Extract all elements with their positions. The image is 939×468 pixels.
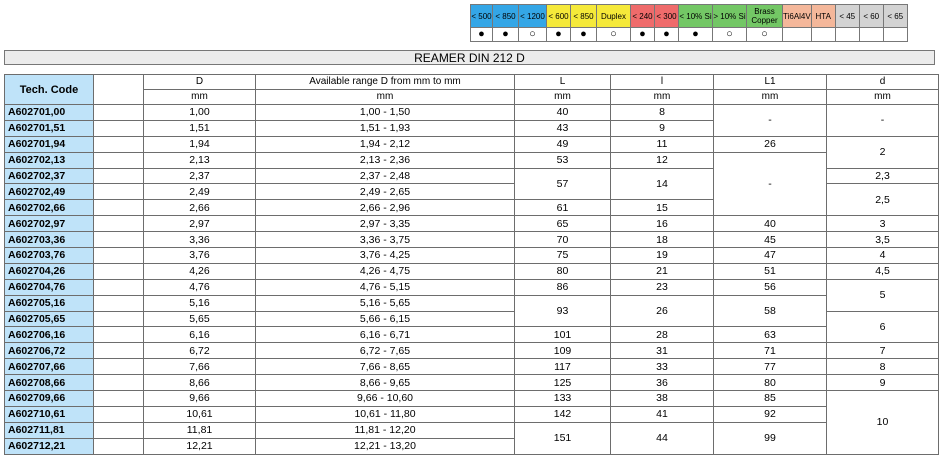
tech-code-cell: A602702,97	[5, 216, 94, 232]
range-cell: 1,94 - 2,12	[256, 136, 515, 152]
table-title: REAMER DIN 212 D	[4, 50, 935, 65]
legend-label: < 10% Si	[679, 5, 713, 28]
blank-cell	[94, 216, 144, 232]
cutting-length-cell: 19	[611, 248, 714, 264]
tech-code-cell: A602710,61	[5, 406, 94, 422]
legend-label: Brass Copper	[747, 5, 783, 28]
cutting-length-cell: 8	[611, 105, 714, 121]
l1-cell: -	[714, 105, 827, 137]
range-cell: 2,97 - 3,35	[256, 216, 515, 232]
tech-code-cell: A602708,66	[5, 375, 94, 391]
diameter-cell: 11,81	[144, 422, 256, 438]
range-cell: 12,21 - 13,20	[256, 438, 515, 454]
blank-cell	[94, 327, 144, 343]
range-cell: 3,36 - 3,75	[256, 232, 515, 248]
legend-label: < 600	[547, 5, 571, 28]
shank-diameter-cell: 10	[827, 391, 939, 455]
l1-cell: 99	[714, 422, 827, 454]
blank-cell	[94, 168, 144, 184]
diameter-cell: 1,00	[144, 105, 256, 121]
cutting-length-cell: 21	[611, 263, 714, 279]
range-cell: 11,81 - 12,20	[256, 422, 515, 438]
l1-cell: 26	[714, 136, 827, 152]
total-length-cell: 93	[515, 295, 611, 327]
total-length-cell: 65	[515, 216, 611, 232]
legend-label: < 65	[883, 5, 907, 28]
diameter-cell: 8,66	[144, 375, 256, 391]
legend-label: < 1200	[519, 5, 547, 28]
unit-l1: mm	[714, 90, 827, 105]
shank-diameter-cell: 4,5	[827, 263, 939, 279]
blank-cell	[94, 136, 144, 152]
diameter-cell: 1,51	[144, 120, 256, 136]
cutting-length-cell: 38	[611, 391, 714, 407]
shank-diameter-cell: -	[827, 105, 939, 137]
l1-cell: 47	[714, 248, 827, 264]
total-length-cell: 49	[515, 136, 611, 152]
l1-cell: 63	[714, 327, 827, 343]
tech-code-cell: A602706,72	[5, 343, 94, 359]
diameter-cell: 2,37	[144, 168, 256, 184]
unit-range: mm	[256, 90, 515, 105]
tech-code-cell: A602712,21	[5, 438, 94, 454]
total-length-cell: 86	[515, 279, 611, 295]
legend-symbol	[883, 28, 907, 42]
blank-cell	[94, 422, 144, 438]
legend-label: Ti6Al4V	[783, 5, 812, 28]
blank-cell	[94, 311, 144, 327]
unit-d-shank: mm	[827, 90, 939, 105]
total-length-cell: 80	[515, 263, 611, 279]
shank-diameter-cell: 8	[827, 359, 939, 375]
tech-code-cell: A602702,13	[5, 152, 94, 168]
table-row	[5, 327, 939, 343]
table-row	[5, 152, 939, 168]
legend-label: < 60	[859, 5, 883, 28]
blank-cell	[94, 263, 144, 279]
cutting-length-cell: 15	[611, 200, 714, 216]
blank-cell	[94, 120, 144, 136]
cutting-length-cell: 18	[611, 232, 714, 248]
total-length-cell: 133	[515, 391, 611, 407]
cutting-length-cell: 11	[611, 136, 714, 152]
total-length-cell: 75	[515, 248, 611, 264]
tech-code-cell: A602701,51	[5, 120, 94, 136]
shank-diameter-cell: 4	[827, 248, 939, 264]
l1-cell: -	[714, 152, 827, 216]
table-row	[5, 279, 939, 295]
cutting-length-cell: 26	[611, 295, 714, 327]
header-l-cutting: l	[611, 75, 714, 90]
tech-code-cell: A602706,16	[5, 327, 94, 343]
legend-symbol: ○	[747, 28, 783, 42]
legend-symbol: ●	[571, 28, 597, 42]
diameter-cell: 2,13	[144, 152, 256, 168]
shank-diameter-cell: 3,5	[827, 232, 939, 248]
range-cell: 2,66 - 2,96	[256, 200, 515, 216]
material-legend	[470, 4, 908, 42]
shank-diameter-cell: 2,3	[827, 168, 939, 184]
cutting-length-cell: 36	[611, 375, 714, 391]
header-range: Available range D from mm to mm	[256, 75, 515, 90]
tech-code-cell: A602701,00	[5, 105, 94, 121]
tech-code-cell: A602703,76	[5, 248, 94, 264]
diameter-cell: 2,49	[144, 184, 256, 200]
header-l-total: L	[515, 75, 611, 90]
cutting-length-cell: 33	[611, 359, 714, 375]
diameter-cell: 2,66	[144, 200, 256, 216]
table-row	[5, 406, 939, 422]
tech-code-cell: A602705,16	[5, 295, 94, 311]
header-tech-code: Tech. Code	[5, 75, 94, 105]
total-length-cell: 57	[515, 168, 611, 200]
total-length-cell: 70	[515, 232, 611, 248]
legend-label: > 10% Si	[713, 5, 747, 28]
unit-l-cutting: mm	[611, 90, 714, 105]
reamer-table	[4, 74, 939, 455]
range-cell: 2,49 - 2,65	[256, 184, 515, 200]
legend-symbol	[811, 28, 835, 42]
cutting-length-cell: 9	[611, 120, 714, 136]
shank-diameter-cell: 9	[827, 375, 939, 391]
blank-cell	[94, 295, 144, 311]
total-length-cell: 43	[515, 120, 611, 136]
blank-cell	[94, 359, 144, 375]
legend-symbol: ○	[597, 28, 631, 42]
l1-cell: 40	[714, 216, 827, 232]
blank-cell	[94, 184, 144, 200]
l1-cell: 80	[714, 375, 827, 391]
tech-code-cell: A602705,65	[5, 311, 94, 327]
cutting-length-cell: 16	[611, 216, 714, 232]
unit-l-total: mm	[515, 90, 611, 105]
blank-cell	[94, 232, 144, 248]
shank-diameter-cell: 3	[827, 216, 939, 232]
l1-cell: 92	[714, 406, 827, 422]
diameter-cell: 6,72	[144, 343, 256, 359]
cutting-length-cell: 23	[611, 279, 714, 295]
tech-code-cell: A602709,66	[5, 391, 94, 407]
blank-cell	[94, 200, 144, 216]
range-cell: 1,51 - 1,93	[256, 120, 515, 136]
blank-cell	[94, 105, 144, 121]
tech-code-cell: A602704,26	[5, 263, 94, 279]
diameter-cell: 9,66	[144, 391, 256, 407]
tech-code-cell: A602703,36	[5, 232, 94, 248]
total-length-cell: 101	[515, 327, 611, 343]
l1-cell: 51	[714, 263, 827, 279]
legend-symbol: ●	[471, 28, 493, 42]
header-d-shank: d	[827, 75, 939, 90]
total-length-cell: 53	[515, 152, 611, 168]
legend-symbol: ●	[547, 28, 571, 42]
cutting-length-cell: 44	[611, 422, 714, 454]
cutting-length-cell: 14	[611, 168, 714, 200]
legend-label: Duplex	[597, 5, 631, 28]
legend-label: < 850	[571, 5, 597, 28]
total-length-cell: 40	[515, 105, 611, 121]
diameter-cell: 5,65	[144, 311, 256, 327]
tech-code-cell: A602707,66	[5, 359, 94, 375]
table-row	[5, 343, 939, 359]
table-row	[5, 391, 939, 407]
legend-label: < 45	[835, 5, 859, 28]
table-row	[5, 422, 939, 438]
cutting-length-cell: 28	[611, 327, 714, 343]
range-cell: 9,66 - 10,60	[256, 391, 515, 407]
diameter-cell: 4,76	[144, 279, 256, 295]
cutting-length-cell: 31	[611, 343, 714, 359]
shank-diameter-cell: 2,5	[827, 184, 939, 216]
shank-diameter-cell: 6	[827, 311, 939, 343]
blank-cell	[94, 248, 144, 264]
shank-diameter-cell: 2	[827, 136, 939, 168]
legend-label: < 240	[631, 5, 655, 28]
range-cell: 5,16 - 5,65	[256, 295, 515, 311]
tech-code-cell: A602711,81	[5, 422, 94, 438]
blank-cell	[94, 152, 144, 168]
shank-diameter-cell: 5	[827, 279, 939, 311]
unit-d-diameter: mm	[144, 90, 256, 105]
blank-cell	[94, 438, 144, 454]
blank-cell	[94, 391, 144, 407]
total-length-cell: 61	[515, 200, 611, 216]
diameter-cell: 1,94	[144, 136, 256, 152]
header-blank	[94, 75, 144, 105]
range-cell: 4,26 - 4,75	[256, 263, 515, 279]
range-cell: 10,61 - 11,80	[256, 406, 515, 422]
diameter-cell: 4,26	[144, 263, 256, 279]
l1-cell: 71	[714, 343, 827, 359]
total-length-cell: 125	[515, 375, 611, 391]
legend-symbol: ○	[713, 28, 747, 42]
total-length-cell: 117	[515, 359, 611, 375]
l1-cell: 58	[714, 295, 827, 327]
table-row	[5, 232, 939, 248]
range-cell: 6,72 - 7,65	[256, 343, 515, 359]
header-l1: L1	[714, 75, 827, 90]
table-row	[5, 248, 939, 264]
legend-label: < 850	[493, 5, 519, 28]
diameter-cell: 7,66	[144, 359, 256, 375]
range-cell: 2,37 - 2,48	[256, 168, 515, 184]
range-cell: 1,00 - 1,50	[256, 105, 515, 121]
diameter-cell: 2,97	[144, 216, 256, 232]
table-row	[5, 136, 939, 152]
tech-code-cell: A602702,49	[5, 184, 94, 200]
table-row	[5, 375, 939, 391]
legend-label: < 300	[655, 5, 679, 28]
table-row	[5, 216, 939, 232]
range-cell: 4,76 - 5,15	[256, 279, 515, 295]
legend-symbol	[783, 28, 812, 42]
table-row	[5, 105, 939, 121]
legend-symbol: ●	[493, 28, 519, 42]
cutting-length-cell: 12	[611, 152, 714, 168]
legend-symbol	[859, 28, 883, 42]
legend-symbol: ●	[631, 28, 655, 42]
blank-cell	[94, 375, 144, 391]
diameter-cell: 6,16	[144, 327, 256, 343]
table-row	[5, 263, 939, 279]
table-row	[5, 295, 939, 311]
header-d-diameter: D	[144, 75, 256, 90]
blank-cell	[94, 406, 144, 422]
range-cell: 3,76 - 4,25	[256, 248, 515, 264]
diameter-cell: 12,21	[144, 438, 256, 454]
legend-label: HTA	[811, 5, 835, 28]
cutting-length-cell: 41	[611, 406, 714, 422]
diameter-cell: 10,61	[144, 406, 256, 422]
range-cell: 7,66 - 8,65	[256, 359, 515, 375]
l1-cell: 85	[714, 391, 827, 407]
range-cell: 5,66 - 6,15	[256, 311, 515, 327]
tech-code-cell: A602702,66	[5, 200, 94, 216]
l1-cell: 45	[714, 232, 827, 248]
legend-symbol: ●	[679, 28, 713, 42]
l1-cell: 77	[714, 359, 827, 375]
legend-symbol	[835, 28, 859, 42]
blank-cell	[94, 279, 144, 295]
diameter-cell: 5,16	[144, 295, 256, 311]
total-length-cell: 151	[515, 422, 611, 454]
l1-cell: 56	[714, 279, 827, 295]
shank-diameter-cell: 7	[827, 343, 939, 359]
diameter-cell: 3,76	[144, 248, 256, 264]
table-row	[5, 359, 939, 375]
tech-code-cell: A602701,94	[5, 136, 94, 152]
total-length-cell: 142	[515, 406, 611, 422]
range-cell: 2,13 - 2,36	[256, 152, 515, 168]
range-cell: 8,66 - 9,65	[256, 375, 515, 391]
legend-symbol: ○	[519, 28, 547, 42]
legend-symbol: ●	[655, 28, 679, 42]
diameter-cell: 3,36	[144, 232, 256, 248]
tech-code-cell: A602702,37	[5, 168, 94, 184]
total-length-cell: 109	[515, 343, 611, 359]
legend-label: < 500	[471, 5, 493, 28]
tech-code-cell: A602704,76	[5, 279, 94, 295]
blank-cell	[94, 343, 144, 359]
range-cell: 6,16 - 6,71	[256, 327, 515, 343]
